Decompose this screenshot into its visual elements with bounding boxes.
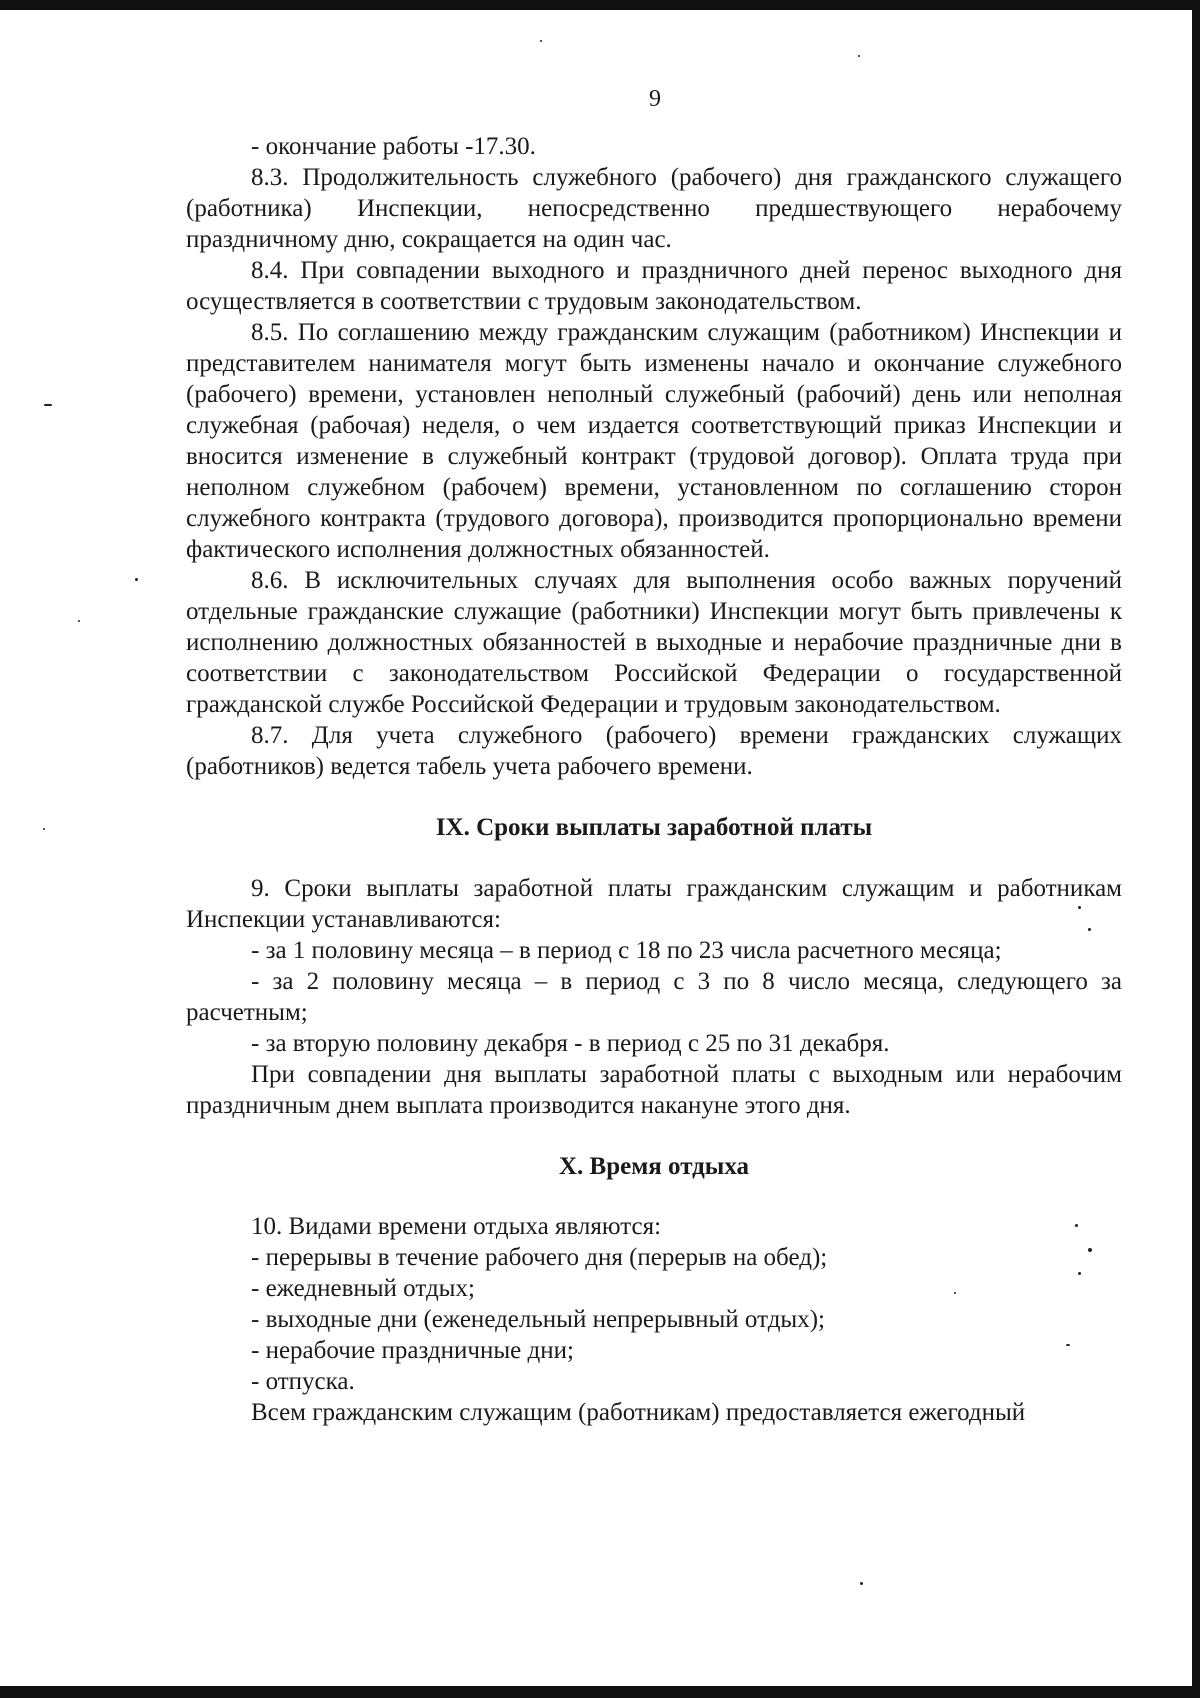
list-item: - перерывы в течение рабочего дня (перерыв на обед); xyxy=(251,1244,828,1271)
scan-speck xyxy=(78,620,80,622)
scan-speck xyxy=(858,55,860,57)
list-item: - отпуска. xyxy=(251,1368,355,1395)
scan-speck xyxy=(860,1582,863,1585)
scan-speck xyxy=(1075,1224,1078,1227)
scan-speck xyxy=(1078,906,1081,909)
scan-speck xyxy=(1078,1272,1081,1275)
paragraph-end-time: - окончание работы -17.30. xyxy=(251,133,536,160)
paragraph-8-3: 8.3. Продолжительность служебного (рабочего) дня гражданского служащего (работника) Инспекции, непосредственно предшествующего нерабочему праздничному дню, сокращается на один час. xyxy=(186,164,1122,253)
list-item: - нерабочие праздничные дни; xyxy=(251,1337,574,1364)
scan-speck xyxy=(1066,1344,1070,1346)
scan-speck xyxy=(1088,1248,1092,1252)
paragraph-annual-leave: Всем гражданским служащим (работникам) предоставляется ежегодный xyxy=(251,1399,1026,1426)
scan-speck xyxy=(1088,928,1091,931)
paragraph-8-6: 8.6. В исключительных случаях для выполнения особо важных поручений отдельные гражданские служащие (работники) Инспекции могут быть привлечены к исполнению должностных обязанностей в выходные и нерабочие праздничные дни в соответствии с законодательством Российской Федерации о государственной гражданской службе Российской Федерации и трудовым законодательством. xyxy=(186,567,1122,718)
scan-speck xyxy=(43,828,45,830)
paragraph-8-5: 8.5. По соглашению между гражданским служащим (работником) Инспекции и представителем нанимателя могут быть изменены начало и окончание служебного (рабочего) времени, установлен неполный служебный (рабочий) день или неполная служебная (рабочая) неделя, о чем издается соответствующий приказ Инспекции и вносится изменение в служебный контракт (трудовой договор). Оплата труда при неполном служебном (рабочем) времени, установленном по соглашению сторон служебного контракта (трудового договора), производится пропорционально времени фактического исполнения должностных обязанностей. xyxy=(186,319,1122,563)
section-heading-ix: IX. Сроки выплаты заработной платы xyxy=(435,814,873,841)
page-number: 9 xyxy=(649,86,661,112)
document-body xyxy=(186,131,1122,1428)
scan-speck xyxy=(540,40,542,42)
list-item-second-half: - за 2 половину месяца – в период с 3 по 8 число месяца, следующего за расчетным; xyxy=(186,968,1122,1026)
scan-speck xyxy=(44,404,52,406)
paragraph-10: 10. Видами времени отдыха являются: xyxy=(251,1213,662,1240)
paragraph-8-7: 8.7. Для учета служебного (рабочего) времени гражданских служащих (работников) ведется табель учета рабочего времени. xyxy=(186,722,1122,780)
list-item-december: - за вторую половину декабря - в период с 25 по 31 декабря. xyxy=(251,1030,890,1057)
paragraph-8-4: 8.4. При совпадении выходного и праздничного дней перенос выходного дня осуществляется в соответствии с трудовым законодательством. xyxy=(186,257,1122,315)
list-item: - ежедневный отдых; xyxy=(251,1275,475,1302)
list-item: - выходные дни (еженедельный непрерывный отдых); xyxy=(251,1306,825,1333)
scan-speck xyxy=(135,578,138,581)
paragraph-9: 9. Сроки выплаты заработной платы гражданским служащим и работникам Инспекции устанавливаются: xyxy=(186,875,1122,933)
paragraph-payment-coincide: При совпадении дня выплаты заработной платы с выходным или нерабочим праздничным днем выплата производится накануне этого дня. xyxy=(186,1061,1122,1119)
list-item-first-half: - за 1 половину месяца – в период с 18 по 23 числа расчетного месяца; xyxy=(251,937,1002,964)
scan-speck xyxy=(954,1292,956,1294)
section-heading-x: X. Время отдыха xyxy=(559,1153,749,1180)
